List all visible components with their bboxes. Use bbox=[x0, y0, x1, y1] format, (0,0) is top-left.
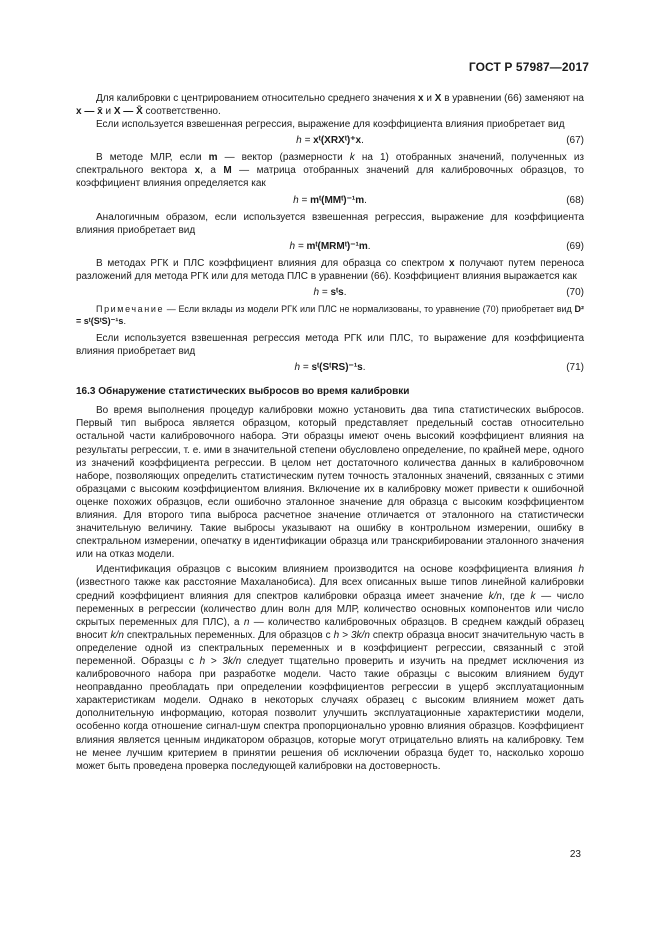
equation-68 bbox=[76, 194, 584, 208]
paragraph-weighted-regression: Если используется взвешенная регрессия, выражение для коэффициента влияния приобретает вид bbox=[96, 119, 565, 131]
equation-end: . bbox=[362, 362, 366, 374]
paragraph-weighted-pcr-pls: Если используется взвешенная регрессия метода РГК или ПЛС, то выражение для коэффициента влияния приобретает вид bbox=[76, 332, 584, 358]
equation-lhs: h = bbox=[294, 362, 312, 374]
symbol-k: k bbox=[530, 590, 536, 602]
symbol-k-over-n: k/n bbox=[488, 590, 502, 602]
text-run: Для калибровки с центрированием относительно среднего значения bbox=[96, 93, 419, 104]
text-run: — число переменных в регрессии (количество длин волн для МЛР, количество основных компонентов или число скрытых переменных для ПЛС), а bbox=[76, 590, 584, 628]
leverage-condition: h > 3k/n bbox=[199, 656, 242, 667]
text-run: и bbox=[102, 106, 114, 118]
equation-formula: xᵗ(XRXᵗ)⁺x bbox=[313, 135, 362, 147]
equation-number: (69) bbox=[566, 240, 584, 252]
equation-lhs: h = bbox=[289, 240, 307, 252]
text-run: . bbox=[123, 315, 126, 326]
symbol-m: m bbox=[208, 152, 218, 164]
text-run: — вектор (размерности bbox=[217, 152, 350, 164]
text-run: Идентификация образцов с высоким влиянием производится на основе коэффициента влияния bbox=[96, 564, 579, 576]
equation-formula: mᵗ(MRMᵗ)⁻¹m bbox=[306, 240, 368, 252]
symbol-X: X bbox=[434, 93, 442, 104]
text-run: (известного также как расстояние Махаланобиса). Для всех описанных выше типов линейной калибровки средний коэффициент влияния для спектров калибровки образца имеет значение bbox=[76, 577, 584, 602]
equation-number: (67) bbox=[566, 135, 584, 147]
symbol-x-centered: x — x̄ bbox=[76, 106, 103, 118]
equation-end: . bbox=[343, 286, 347, 298]
symbol-n: n bbox=[243, 616, 250, 628]
equation-lhs: h = bbox=[313, 286, 331, 298]
note-paragraph bbox=[76, 303, 584, 327]
section-heading: 16.3 Обнаружение статистических выбросов во время калибровки bbox=[76, 386, 410, 398]
equation-69 bbox=[76, 240, 584, 254]
text-run: — количество калибровочных образцов. В среднем каждый образец вносит bbox=[76, 616, 585, 641]
text-run: спектр образца вносит значительную часть в определение одной из спектральных переменных и в коэффициент регрессии, связанный с этой переменной. Образцы с bbox=[76, 629, 585, 667]
equation-number: (68) bbox=[566, 194, 584, 206]
equation-lhs: h = bbox=[296, 135, 314, 147]
text-run: на 1) отобранных значений, полученных из спектрального вектора bbox=[76, 152, 584, 177]
paragraph-weighted-mlr: Аналогичным образом, если используется взвешенная регрессия, выражение для коэффициента влияния приобретает вид bbox=[76, 211, 584, 236]
symbol-X-centered: X — X̄ bbox=[113, 106, 143, 118]
equation-formula: sᵗs bbox=[330, 286, 344, 298]
document-id-header: ГОСТ Р 57987—2017 bbox=[468, 60, 589, 74]
text-run: В методах РГК и ПЛС коэффициент влияния для образца со спектром bbox=[96, 257, 449, 269]
symbol-M: M bbox=[223, 165, 232, 177]
paragraph-pcr-pls bbox=[76, 257, 584, 283]
text-run: в уравнении (66) заменяют на bbox=[441, 93, 584, 104]
equation-71 bbox=[76, 361, 584, 375]
equation-67 bbox=[76, 134, 584, 148]
text-run: получают путем переноса разложений для метода РГК или для метода ПЛС в уравнении (66). Коэффициент влияния выражается как bbox=[76, 257, 584, 282]
text-run: , а bbox=[200, 165, 224, 177]
text-run: спектральных переменных. Для образцов с bbox=[123, 629, 334, 641]
text-run: — Если вклады из модели РГК или ПЛС не нормализованы, то уравнение (70) приобретает вид bbox=[164, 303, 575, 314]
equation-end: . bbox=[367, 240, 371, 252]
leverage-condition: h > 3k/n bbox=[333, 629, 370, 641]
symbol-x: x bbox=[448, 257, 455, 269]
equation-end: . bbox=[361, 135, 364, 147]
equation-lhs: h = bbox=[293, 194, 311, 206]
paragraph-centering bbox=[76, 92, 584, 118]
page-number: 23 bbox=[569, 849, 581, 860]
note-label: Примечание bbox=[96, 303, 165, 314]
text-run: и bbox=[423, 93, 435, 104]
symbol-D-squared: D² = bbox=[76, 303, 584, 326]
paragraph-leverage-identification bbox=[76, 563, 584, 773]
symbol-k-over-n: k/n bbox=[110, 629, 124, 641]
note-formula: sᵗ(SᵗS)⁻¹s bbox=[83, 315, 124, 326]
equation-70 bbox=[76, 286, 584, 300]
symbol-k: k bbox=[349, 152, 355, 164]
paragraph-mlr bbox=[76, 151, 584, 190]
equation-number: (70) bbox=[566, 286, 584, 298]
symbol-x: x bbox=[194, 165, 201, 177]
page-content bbox=[76, 92, 584, 773]
text-run: , где bbox=[501, 590, 531, 602]
text-run: соответственно. bbox=[142, 106, 221, 118]
equation-formula: sᵗ(SᵗRS)⁻¹s bbox=[311, 362, 363, 374]
text-run: следует тщательно проверить и изучить на предмет исключения из калибровочного набора при разработке модели. Часто такие образцы с высоким влиянием будут неоправданно преобладать при определении коэффициентов регрессии в ущерб эксплуатационным характеристикам модели. Однако в некоторых случаях образец с высоким влиянием может дать дополнительную информацию, которая позволит улучшить эксплуатационные характеристики модели, особенно когда отношение сигнал-шум спектра пропорционально уровню влияния образцов. Коэффициент влияния является ценным индикатором образцов, которые могут отрицательно влиять на калибровку. Тем не менее лучшим критерием в принятии решения об исключении образца будет то, насколько хорошо может быть проведена проверка последующей калибровки на достоверность. bbox=[76, 656, 585, 772]
equation-end: . bbox=[364, 194, 367, 206]
symbol-x: x bbox=[418, 93, 424, 104]
paragraph-outlier-types: Во время выполнения процедур калибровки можно установить два типа статистических выбросов. Первый тип выброса является образцом, который представляет предельный состав относительно остальной части калибровочного набора. Эти образцы имеют очень высокий коэффициент влияния на результаты регрессии, т. е. ими в значительной степени обусловлено определение, по крайней мере, одного из значений коэффициента регрессии. В целом нет достаточного количества данных в калибровочном наборе, позволяющих определить статистическим путем точность эталонных значений, связанных с этими образцами с высоким коэффициентом влияния. Включение их в калибровку может привести к ошибочной оценке похожих образцов, если ошибочно эталонное значение для образца с высоким коэффициентом влияния. Для второго типа выброса расчетное значение отличается от эталонного на статистически значительную величину. Такие выбросы указывают на ошибку в контрольном измерении, ошибку в спектральном измерении, опечатку в идентификации образца или транскрибировании эталонного значения или на отказ модели. bbox=[76, 405, 584, 561]
equation-number: (71) bbox=[566, 362, 584, 374]
text-run: В методе МЛР, если bbox=[96, 152, 209, 164]
text-run: — матрица отобранных значений для калибровочных образцов, то коэффициент влияния определяется как bbox=[76, 165, 584, 190]
symbol-h: h bbox=[578, 564, 584, 576]
equation-formula: mᵗ(MMᵗ)⁻¹m bbox=[310, 194, 365, 206]
